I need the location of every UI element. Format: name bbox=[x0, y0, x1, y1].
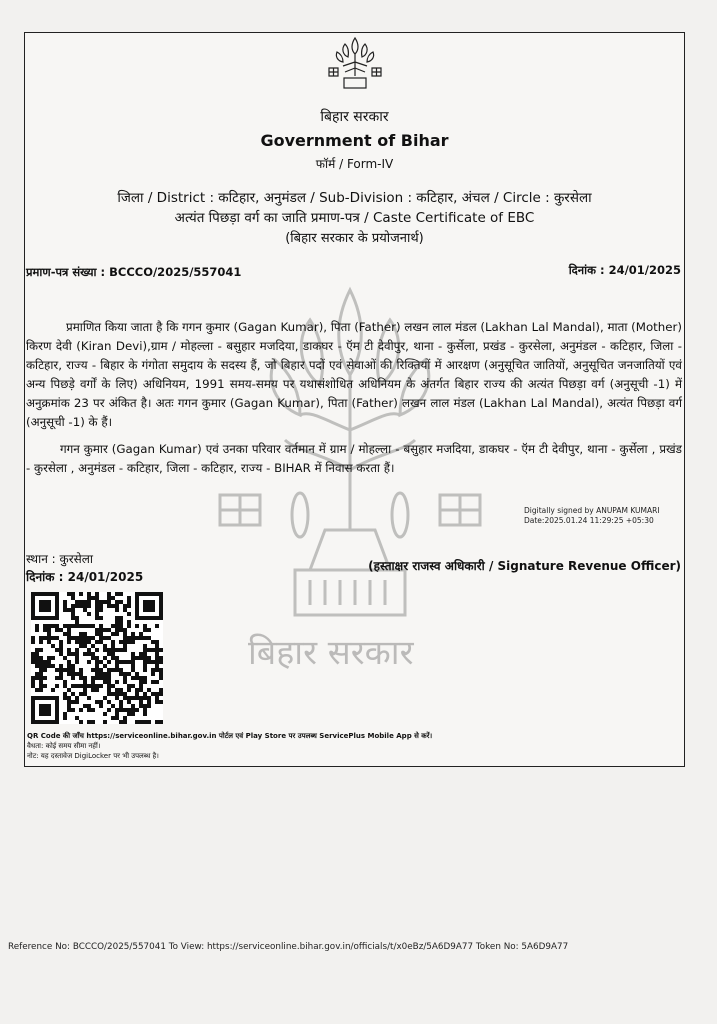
footer-reference: Reference No: BCCCO/2025/557041 To View: https://serviceonline.bihar.gov.in/officials/t/x0eBz/5A6D9A77 Token No: 5A6D9A77 bbox=[8, 942, 569, 952]
district-line: जिला / District : कटिहार, अनुमंडल / Sub-Division : कटिहार, अंचल / Circle : कुरसेला bbox=[117, 190, 592, 206]
qr-note-line-1: QR Code की जाँच https://serviceonline.bihar.gov.in पोर्टल एवं Play Store पर उपलब्ध ServicePlus Mobile App से करें। bbox=[27, 732, 433, 740]
certificate-number: प्रमाण-पत्र संख्या : BCCCO/2025/557041 bbox=[26, 265, 242, 279]
place-line: स्थान : कुरसेला bbox=[26, 552, 94, 566]
qr-code bbox=[31, 592, 163, 724]
place-date-line: दिनांक : 24/01/2025 bbox=[26, 570, 144, 584]
qr-notes bbox=[27, 731, 432, 761]
certificate-date: दिनांक : 24/01/2025 bbox=[568, 263, 681, 277]
digital-signature-date: Date:2025.01.24 11:29:25 +05:30 bbox=[524, 516, 654, 525]
place-block bbox=[26, 550, 143, 586]
caste-certificate-title: अत्यंत पिछड़ा वर्ग का जाति प्रमाण-पत्र / Caste Certificate of EBC bbox=[174, 210, 535, 226]
qr-note-line-2: वैधता: कोई समय सीमा नहीं। bbox=[27, 742, 101, 750]
certificate-paragraph-1: प्रमाणित किया जाता है कि गगन कुमार (Gagan Kumar), पिता (Father) लखन लाल मंडल (Lakhan Lal Mandal), माता (Mother) किरण देवी (Kiran Devi),ग्राम / मोहल्ला - बसुहार मजदिया, डाकघर - ऍम टी देवीपुर, थाना - कुर्सेला, प्रखंड - कुरसेला, अनुमंडल - कटिहार, जिला - कटिहार, राज्य - बिहार के गंगोता समुदाय के सदस्य हैं, जो बिहार पदों एवं सेवाओं की रिक्तियों में आरक्षण (अनुसूचित जातियों, अनुसूचित जनजातियों एवं अन्य पिछड़े वर्गों के लिए) अधिनियम, 1991 समय-समय पर यथासंशोधित अधिनियम के अंतर्गत बिहार राज्य की अत्यंत पिछड़ा वर्ग (अनुसूची -1) में अनुक्रमांक 23 पर अंकित है। अतः गगन कुमार (Gagan Kumar), पिता (Father) लखन लाल मंडल (Lakhan Lal Mandal), अत्यंत पिछड़ा वर्ग (अनुसूची -1) के हैं। bbox=[26, 320, 682, 429]
bihar-emblem-logo bbox=[325, 36, 385, 92]
title-english: Government of Bihar bbox=[260, 131, 449, 150]
digital-signature bbox=[524, 506, 660, 526]
certificate-paragraph-2: गगन कुमार (Gagan Kumar) एवं उनका परिवार वर्तमान में ग्राम / मोहल्ला - बसुहार मजदिया, डाकघर - ऍम टी देवीपुर, थाना - कुर्सेला , प्रखंड - कुरसेला , अनुमंडल - कटिहार, जिला - कटिहार, राज्य - BIHAR में निवास करता हैं। bbox=[26, 442, 682, 475]
signature-label: (हस्ताक्षर राजस्व अधिकारी / Signature Revenue Officer) bbox=[368, 559, 681, 573]
purpose-line: (बिहार सरकार के प्रयोजनार्थ) bbox=[285, 231, 424, 246]
digital-signature-name: Digitally signed by ANUPAM KUMARI bbox=[524, 506, 660, 515]
watermark-text: बिहार सरकार bbox=[248, 633, 414, 673]
qr-note-line-3: नोट: यह दस्तावेज DigiLocker पर भी उपलब्ध है। bbox=[27, 752, 159, 760]
form-label: फॉर्म / Form-IV bbox=[315, 157, 394, 171]
title-hindi: बिहार सरकार bbox=[320, 109, 389, 125]
